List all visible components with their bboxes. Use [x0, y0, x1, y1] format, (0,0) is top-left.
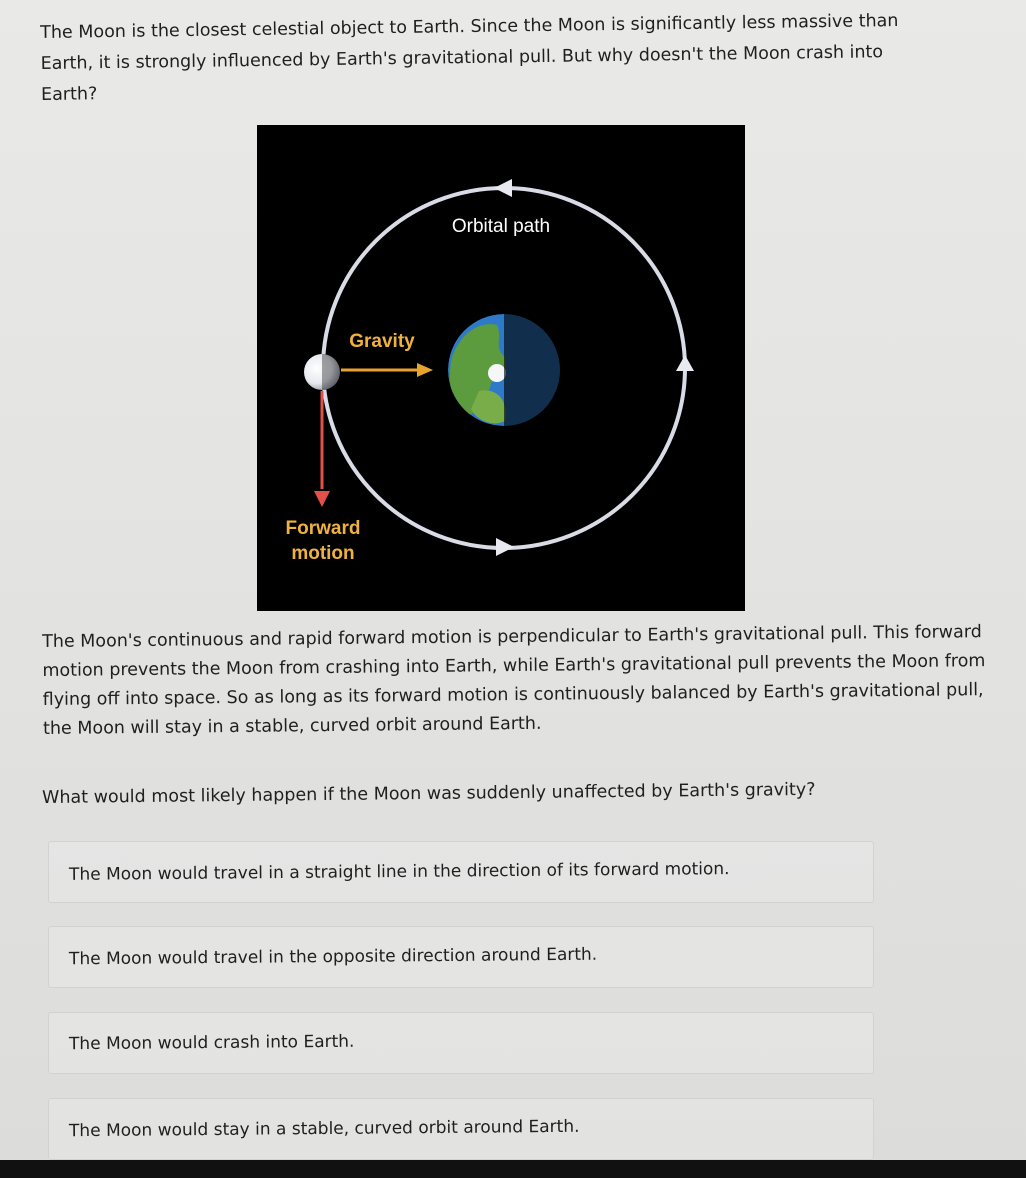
orbit-arrow-top	[494, 179, 512, 197]
orbital-path-label: Orbital path	[451, 216, 551, 237]
answer-option-3-label: The Moon would crash into Earth.	[68, 1031, 355, 1055]
gravity-label: Gravity	[349, 331, 415, 352]
orbit-arrow-bottom	[496, 538, 514, 556]
question-text: What would most likely happen if the Moon was suddenly unaffected by Earth's gravity?	[42, 779, 816, 808]
answer-option-1[interactable]	[48, 841, 874, 903]
orbit-diagram-svg	[257, 125, 745, 611]
gravity-arrowhead	[417, 363, 433, 377]
forward-motion-label-line1: Forward	[285, 518, 361, 539]
orbit-diagram	[257, 125, 745, 611]
answer-option-1-label: The Moon would travel in a straight line in the direction of its forward motion.	[68, 859, 730, 885]
orbit-arrow-right	[676, 355, 694, 371]
answer-option-4-label: The Moon would stay in a stable, curved orbit around Earth.	[68, 1116, 580, 1142]
bottom-bar	[0, 1160, 1026, 1178]
earth-icon	[448, 305, 574, 435]
forward-motion-label-line2: motion	[291, 543, 355, 564]
intro-text: The Moon is the closest celestial object to Earth. Since the Moon is significantly less massive than Earth, it is strongly influenced by Earth's gravitational pull. But why doesn't the Moon crash into Earth?	[40, 11, 899, 105]
answer-option-4[interactable]	[48, 1098, 874, 1160]
answer-option-2-label: The Moon would travel in the opposite direction around Earth.	[68, 944, 598, 970]
forward-motion-arrowhead	[314, 491, 330, 507]
answer-option-3[interactable]	[48, 1012, 874, 1074]
answer-option-2[interactable]	[48, 926, 874, 988]
passage-text: The Moon's continuous and rapid forward motion is perpendicular to Earth's gravitational pull. This forward motion prevents the Moon from crashing into Earth, while Earth's gravitational pull prevents the Moon from flying off into space. So as long as its forward motion is continuously balanced by Earth's gravitational pull, the Moon will stay in a stable, curved orbit around Earth.	[42, 622, 986, 739]
